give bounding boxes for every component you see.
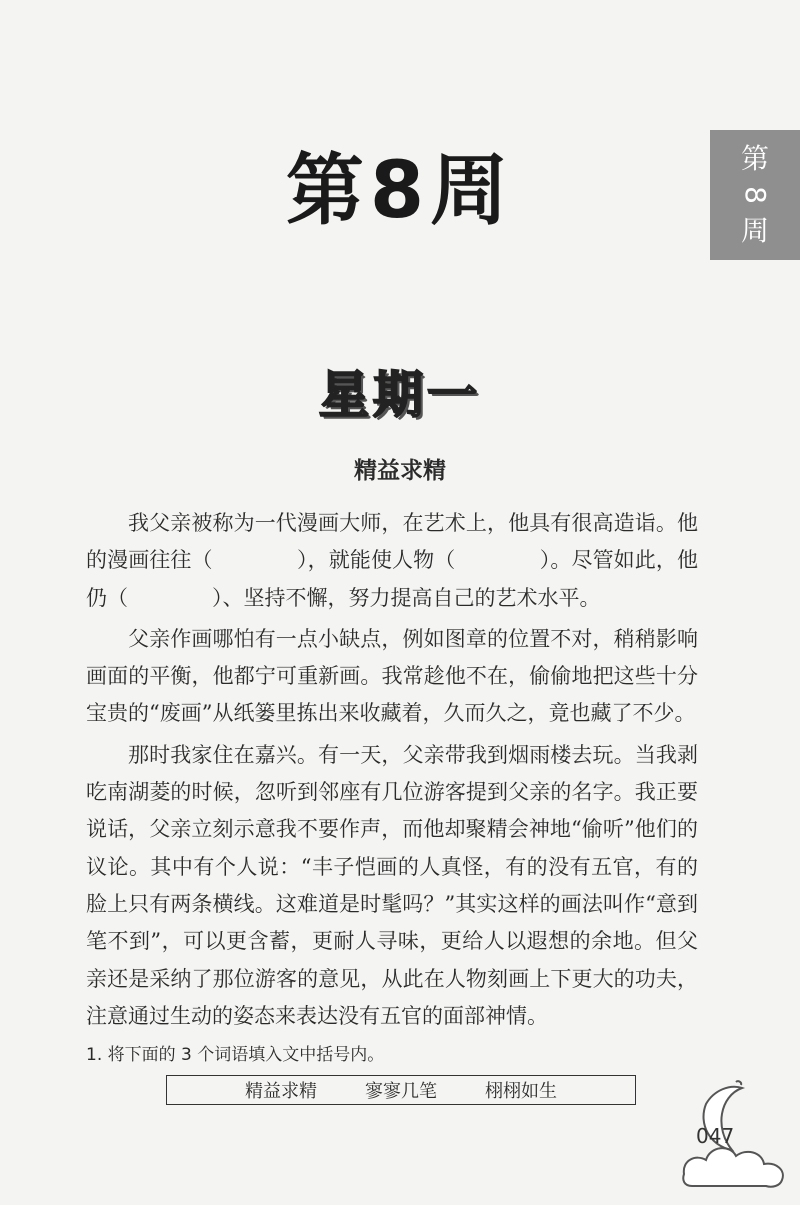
paragraph-2: 父亲作画哪怕有一点小缺点，例如图章的位置不对，稍稍影响画面的平衡，他都宁可重新画。我常趁他不在，偷偷地把这些十分宝贵的“废画”从纸篓里拣出来收藏着，久而久之，竟也藏了不少。: [86, 626, 698, 726]
word-bank-item: 精益求精: [245, 1081, 317, 1102]
article-title: 精益求精: [354, 458, 446, 484]
word-bank-item: 寥寥几笔: [365, 1081, 437, 1102]
paragraph-1: 我父亲被称为一代漫画大师，在艺术上，他具有很高造诣。他的漫画往往（ ），就能使人物（ ）。尽管如此，他仍（ ）、坚持不懈，努力提高自己的艺术水平。: [86, 511, 698, 610]
article-body: [86, 505, 698, 1039]
side-tab-char-3: 周: [740, 214, 769, 247]
paragraph-3: 那时我家住在嘉兴。有一天，父亲带我到烟雨楼去玩。当我剥吃南湖菱的时候，忽听到邻座有几位游客提到父亲的名字。我正要说话，父亲立刻示意我不要作声，而他却聚精会神地“偷听”他们的议论。其中有个人说：“丰子恺画的人真怪，有的没有五官，有的脸上只有两条横线。这难道是时髦吗？”其实这样的画法叫作“意到笔不到”，可以更含蓄，更耐人寻味，更给人以遐想的余地。但父亲还是采纳了那位游客的意见，从此在人物刻画上下更大的功夫，注意通过生动的姿态来表达没有五官的面部神情。: [86, 742, 698, 1028]
word-bank-item: 栩栩如生: [485, 1081, 557, 1102]
side-tab-char-1: 第: [740, 142, 769, 175]
week-title: 第8周: [285, 146, 515, 236]
exercise-question: 1. 将下面的 3 个词语填入文中括号内。: [86, 1045, 385, 1065]
side-week-tab: [710, 130, 800, 260]
day-heading: 星期一: [319, 366, 481, 424]
side-tab-char-2: 8: [738, 186, 772, 204]
word-bank-box: [166, 1075, 636, 1105]
page-number-decoration: [680, 1080, 790, 1190]
page-number: 047: [696, 1124, 735, 1148]
